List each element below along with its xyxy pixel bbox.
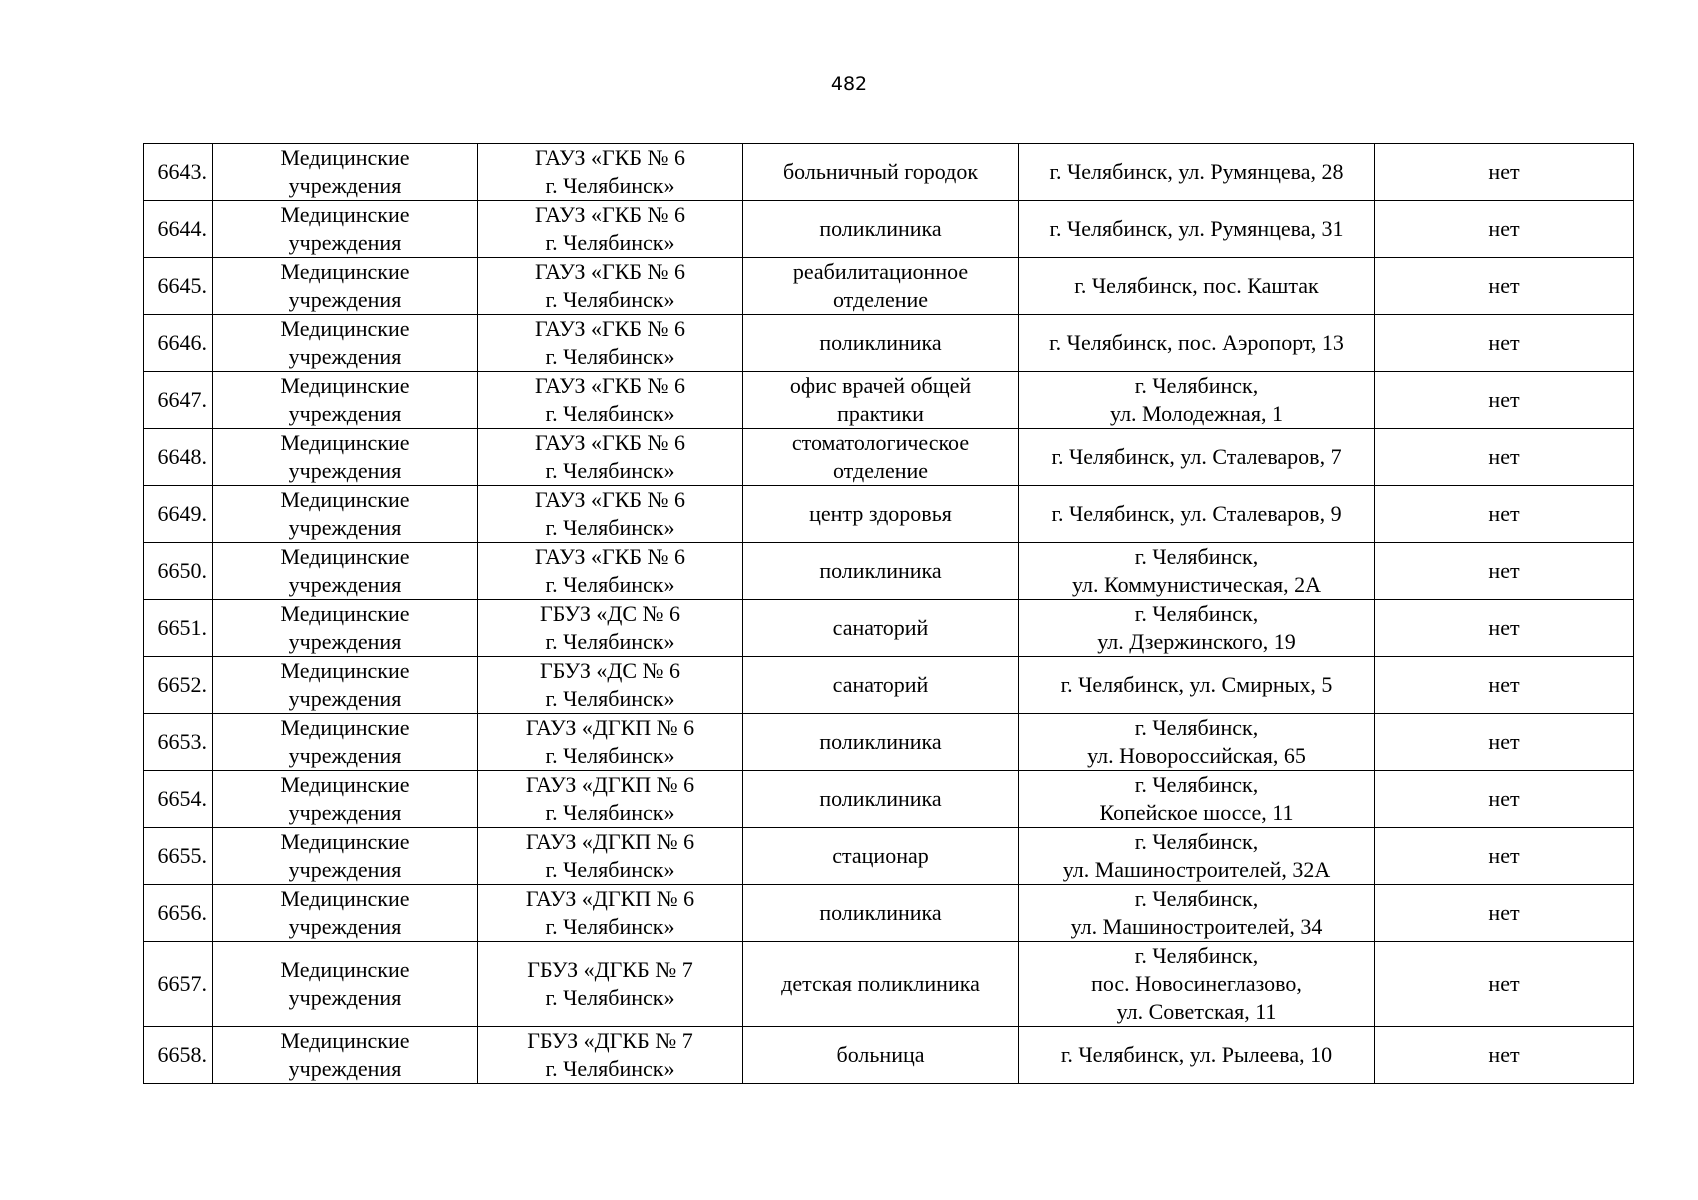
facility-type-cell [743,657,1019,714]
address-cell [1019,315,1375,372]
address-line: ул. Коммунистическая, 2А [1072,572,1321,597]
row-number-cell: 6643. [144,144,213,201]
row-number-cell: 6645. [144,258,213,315]
facility-type-line: поликлиника [819,786,942,811]
category-cell [213,144,478,201]
row-number-cell: 6644. [144,201,213,258]
address-line: г. Челябинск, [1134,544,1259,569]
address-cell [1019,714,1375,771]
facility-type-line: отделение [832,458,929,483]
address-cell [1019,942,1375,1027]
row-number-cell: 6658. [144,1027,213,1084]
address-line: ул. Новороссийская, 65 [1087,743,1306,768]
category-line: учреждения [288,800,402,825]
organization-line: ГАУЗ «ДГКП № 6 [525,772,695,797]
category-line: Медицинские [280,544,410,569]
facility-type-cell [743,942,1019,1027]
category-line: учреждения [288,914,402,939]
status-cell: нет [1375,1027,1634,1084]
address-line: г. Челябинск, ул. Сталеваров, 9 [1051,501,1342,526]
category-line: учреждения [288,629,402,654]
table-row [144,828,1634,885]
table-row [144,144,1634,201]
facility-type-line: поликлиника [819,216,942,241]
category-cell [213,771,478,828]
category-line: учреждения [288,458,402,483]
facility-type-line: стационар [832,843,929,868]
organization-line: г. Челябинск» [545,985,675,1010]
organization-line: г. Челябинск» [545,857,675,882]
organization-line: г. Челябинск» [545,743,675,768]
facility-type-cell [743,828,1019,885]
facility-type-cell [743,543,1019,600]
table-row [144,885,1634,942]
organization-line: ГАУЗ «ДГКП № 6 [525,886,695,911]
category-cell [213,657,478,714]
address-line: ул. Машиностроителей, 32А [1062,857,1331,882]
table-row [144,714,1634,771]
row-number-cell: 6656. [144,885,213,942]
address-line: г. Челябинск, [1134,715,1259,740]
address-line: г. Челябинск, [1134,772,1259,797]
organization-line: ГАУЗ «ГКБ № 6 [534,373,686,398]
status-cell: нет [1375,372,1634,429]
category-cell [213,486,478,543]
category-line: учреждения [288,230,402,255]
table-row [144,258,1634,315]
address-cell [1019,657,1375,714]
table-row [144,372,1634,429]
status-cell: нет [1375,258,1634,315]
category-cell [213,543,478,600]
organization-cell [478,372,743,429]
organization-cell [478,201,743,258]
category-line: учреждения [288,857,402,882]
row-number-cell: 6650. [144,543,213,600]
table-row [144,486,1634,543]
category-line: Медицинские [280,829,410,854]
category-line: Медицинские [280,1028,410,1053]
organization-cell [478,828,743,885]
category-cell [213,714,478,771]
organization-line: ГАУЗ «ДГКП № 6 [525,829,695,854]
organization-line: г. Челябинск» [545,629,675,654]
category-line: Медицинские [280,145,410,170]
organization-cell [478,1027,743,1084]
organization-cell [478,942,743,1027]
organization-line: г. Челябинск» [545,458,675,483]
address-cell [1019,885,1375,942]
address-line: ул. Дзержинского, 19 [1097,629,1296,654]
row-number-cell: 6649. [144,486,213,543]
organization-line: ГАУЗ «ГКБ № 6 [534,430,686,455]
row-number-cell: 6646. [144,315,213,372]
organization-line: ГБУЗ «ДС № 6 [539,601,681,626]
facility-type-cell [743,429,1019,486]
organization-line: ГБУЗ «ДС № 6 [539,658,681,683]
status-cell: нет [1375,543,1634,600]
category-line: учреждения [288,1056,402,1081]
address-cell [1019,144,1375,201]
facility-type-line: поликлиника [819,558,942,583]
category-line: Медицинские [280,658,410,683]
page-number: 482 [830,73,868,95]
category-line: учреждения [288,686,402,711]
address-line: г. Челябинск, ул. Смирных, 5 [1060,672,1333,697]
category-line: учреждения [288,287,402,312]
table-body [144,144,1634,1084]
address-cell [1019,828,1375,885]
address-cell [1019,486,1375,543]
status-cell: нет [1375,828,1634,885]
facility-type-line: центр здоровья [809,501,952,526]
organization-cell [478,600,743,657]
facility-type-cell [743,1027,1019,1084]
address-line: г. Челябинск, [1134,829,1259,854]
table-row [144,942,1634,1027]
row-number-cell: 6652. [144,657,213,714]
organization-line: г. Челябинск» [545,686,675,711]
address-cell [1019,600,1375,657]
organization-line: ГАУЗ «ГКБ № 6 [534,259,686,284]
organization-line: ГБУЗ «ДГКБ № 7 [527,1028,693,1053]
address-line: г. Челябинск, ул. Румянцева, 31 [1049,216,1344,241]
status-cell: нет [1375,885,1634,942]
status-cell: нет [1375,144,1634,201]
organization-line: г. Челябинск» [545,173,675,198]
facility-type-line: реабилитационное [792,259,969,284]
table-row [144,543,1634,600]
organization-cell [478,714,743,771]
organization-line: г. Челябинск» [545,1056,675,1081]
address-line: г. Челябинск, [1134,886,1259,911]
organization-cell [478,144,743,201]
address-cell [1019,429,1375,486]
row-number-cell: 6657. [144,942,213,1027]
organization-line: г. Челябинск» [545,515,675,540]
category-line: Медицинские [280,430,410,455]
organization-line: г. Челябинск» [545,800,675,825]
category-cell [213,828,478,885]
category-line: Медицинские [280,957,410,982]
category-cell [213,429,478,486]
category-cell [213,258,478,315]
facility-type-cell [743,714,1019,771]
category-cell [213,942,478,1027]
row-number-cell: 6647. [144,372,213,429]
table-row [144,429,1634,486]
status-cell: нет [1375,600,1634,657]
category-line: учреждения [288,173,402,198]
organization-line: ГАУЗ «ГКБ № 6 [534,544,686,569]
organization-cell [478,771,743,828]
category-line: Медицинские [280,772,410,797]
organization-line: ГБУЗ «ДГКБ № 7 [527,957,693,982]
organization-cell [478,315,743,372]
facility-type-line: больница [836,1042,925,1067]
address-cell [1019,258,1375,315]
organization-line: ГАУЗ «ГКБ № 6 [534,202,686,227]
table-row [144,1027,1634,1084]
address-cell [1019,543,1375,600]
facility-type-line: поликлиника [819,900,942,925]
address-line: г. Челябинск, [1134,943,1259,968]
table-row [144,771,1634,828]
organization-line: ГАУЗ «ГКБ № 6 [534,145,686,170]
status-cell: нет [1375,771,1634,828]
address-line: ул. Машиностроителей, 34 [1070,914,1323,939]
row-number-cell: 6651. [144,600,213,657]
facility-type-cell [743,372,1019,429]
address-line: ул. Советская, 11 [1116,999,1277,1024]
organization-line: г. Челябинск» [545,287,675,312]
facility-type-cell [743,258,1019,315]
organization-cell [478,258,743,315]
organization-cell [478,486,743,543]
facility-type-line: санаторий [832,672,929,697]
organization-cell [478,543,743,600]
table-row [144,201,1634,258]
category-cell [213,885,478,942]
address-line: ул. Молодежная, 1 [1110,401,1283,426]
category-line: Медицинские [280,316,410,341]
category-line: Медицинские [280,202,410,227]
address-line: пос. Новосинеглазово, [1091,971,1302,996]
facility-type-line: санаторий [832,615,929,640]
address-cell [1019,1027,1375,1084]
address-cell [1019,201,1375,258]
status-cell: нет [1375,486,1634,543]
facility-type-line: детская поликлиника [781,971,980,996]
facility-type-cell [743,486,1019,543]
facility-type-line: больничный городок [782,159,979,184]
address-cell [1019,771,1375,828]
facility-type-line: стоматологическое [791,430,970,455]
facility-type-cell [743,315,1019,372]
facility-type-cell [743,771,1019,828]
category-cell [213,315,478,372]
table-row [144,315,1634,372]
address-line: г. Челябинск, [1134,601,1259,626]
row-number-cell: 6648. [144,429,213,486]
organization-line: г. Челябинск» [545,572,675,597]
address-cell [1019,372,1375,429]
category-cell [213,372,478,429]
status-cell: нет [1375,315,1634,372]
category-line: учреждения [288,985,402,1010]
organization-cell [478,885,743,942]
row-number-cell: 6653. [144,714,213,771]
address-line: г. Челябинск, пос. Аэропорт, 13 [1049,330,1344,355]
facility-type-line: практики [837,401,924,426]
category-line: Медицинские [280,487,410,512]
facility-type-line: отделение [832,287,929,312]
organization-cell [478,429,743,486]
status-cell: нет [1375,429,1634,486]
address-line: г. Челябинск, [1134,373,1259,398]
organization-line: ГАУЗ «ДГКП № 6 [525,715,695,740]
address-line: г. Челябинск, ул. Румянцева, 28 [1049,159,1344,184]
registry-table [143,143,1634,1084]
organization-line: ГАУЗ «ГКБ № 6 [534,316,686,341]
organization-line: г. Челябинск» [545,914,675,939]
facility-type-cell [743,600,1019,657]
organization-line: г. Челябинск» [545,344,675,369]
address-line: Копейское шоссе, 11 [1099,800,1294,825]
organization-line: г. Челябинск» [545,230,675,255]
table-row [144,600,1634,657]
address-line: г. Челябинск, ул. Рылеева, 10 [1060,1042,1333,1067]
facility-type-line: офис врачей общей [789,373,972,398]
category-cell [213,600,478,657]
category-line: Медицинские [280,601,410,626]
row-number-cell: 6654. [144,771,213,828]
status-cell: нет [1375,714,1634,771]
category-line: Медицинские [280,259,410,284]
organization-line: г. Челябинск» [545,401,675,426]
facility-type-line: поликлиника [819,330,942,355]
organization-cell [478,657,743,714]
category-cell [213,201,478,258]
status-cell: нет [1375,201,1634,258]
status-cell: нет [1375,657,1634,714]
row-number-cell: 6655. [144,828,213,885]
category-line: Медицинские [280,715,410,740]
facility-type-line: поликлиника [819,729,942,754]
category-line: Медицинские [280,886,410,911]
table-row [144,657,1634,714]
facility-type-cell [743,885,1019,942]
category-line: учреждения [288,401,402,426]
category-line: учреждения [288,743,402,768]
category-line: учреждения [288,344,402,369]
status-cell: нет [1375,942,1634,1027]
category-line: Медицинские [280,373,410,398]
category-line: учреждения [288,572,402,597]
address-line: г. Челябинск, ул. Сталеваров, 7 [1051,444,1342,469]
facility-type-cell [743,144,1019,201]
organization-line: ГАУЗ «ГКБ № 6 [534,487,686,512]
address-line: г. Челябинск, пос. Каштак [1074,273,1319,298]
category-cell [213,1027,478,1084]
facility-type-cell [743,201,1019,258]
category-line: учреждения [288,515,402,540]
